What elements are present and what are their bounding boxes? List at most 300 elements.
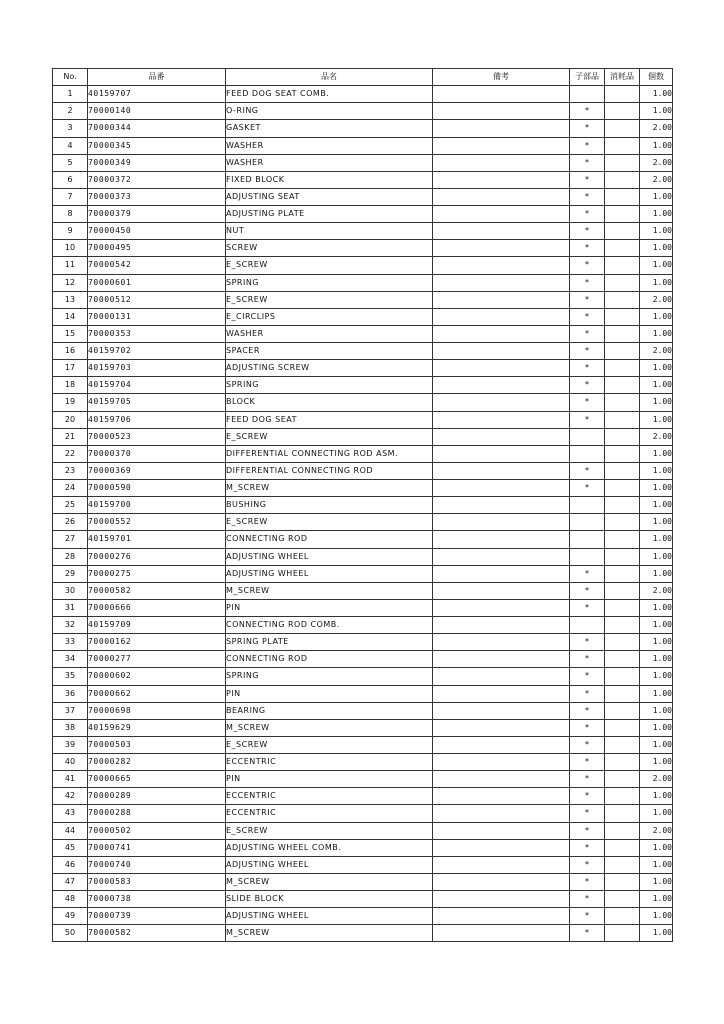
table-row <box>53 360 673 377</box>
cell-part-name: CONNECTING ROD <box>226 531 433 548</box>
cell-sub-part: * <box>570 480 605 497</box>
cell-sub-part <box>570 514 605 531</box>
cell-remarks <box>433 411 570 428</box>
cell-no: 29 <box>53 565 88 582</box>
table-row <box>53 925 673 942</box>
table-row <box>53 154 673 171</box>
cell-remarks <box>433 223 570 240</box>
cell-quantity: 1.00 <box>640 856 673 873</box>
cell-part-name: M_SCREW <box>226 719 433 736</box>
cell-remarks <box>433 771 570 788</box>
parts-table-body <box>53 86 673 942</box>
cell-remarks <box>433 377 570 394</box>
cell-consumable <box>605 291 640 308</box>
cell-no: 37 <box>53 702 88 719</box>
cell-part-name: E_SCREW <box>226 291 433 308</box>
cell-remarks <box>433 702 570 719</box>
cell-part-name: O-RING <box>226 103 433 120</box>
cell-consumable <box>605 891 640 908</box>
cell-quantity: 1.00 <box>640 257 673 274</box>
cell-remarks <box>433 497 570 514</box>
cell-quantity: 1.00 <box>640 599 673 616</box>
cell-part-number: 40159704 <box>88 377 226 394</box>
table-row <box>53 86 673 103</box>
cell-part-name: E_SCREW <box>226 428 433 445</box>
cell-remarks <box>433 206 570 223</box>
cell-part-number: 70000353 <box>88 325 226 342</box>
cell-part-number: 40159701 <box>88 531 226 548</box>
cell-quantity: 1.00 <box>640 188 673 205</box>
table-row <box>53 497 673 514</box>
cell-sub-part: * <box>570 343 605 360</box>
cell-no: 26 <box>53 514 88 531</box>
cell-remarks <box>433 154 570 171</box>
cell-sub-part: * <box>570 360 605 377</box>
cell-quantity: 1.00 <box>640 308 673 325</box>
cell-no: 44 <box>53 822 88 839</box>
cell-part-number: 40159700 <box>88 497 226 514</box>
cell-part-number: 70000741 <box>88 839 226 856</box>
cell-remarks <box>433 668 570 685</box>
cell-quantity: 1.00 <box>640 223 673 240</box>
table-row <box>53 565 673 582</box>
cell-sub-part <box>570 497 605 514</box>
cell-part-name: ADJUSTING WHEEL <box>226 548 433 565</box>
cell-sub-part: * <box>570 206 605 223</box>
cell-remarks <box>433 480 570 497</box>
cell-no: 20 <box>53 411 88 428</box>
cell-consumable <box>605 565 640 582</box>
cell-part-number: 70000289 <box>88 788 226 805</box>
cell-part-number: 70000345 <box>88 137 226 154</box>
cell-part-number: 70000666 <box>88 599 226 616</box>
cell-remarks <box>433 548 570 565</box>
cell-quantity: 1.00 <box>640 480 673 497</box>
cell-sub-part: * <box>570 805 605 822</box>
cell-sub-part: * <box>570 719 605 736</box>
cell-part-name: ADJUSTING WHEEL <box>226 908 433 925</box>
cell-part-number: 70000739 <box>88 908 226 925</box>
cell-sub-part: * <box>570 685 605 702</box>
cell-consumable <box>605 188 640 205</box>
col-header-remarks: 備考 <box>433 69 570 86</box>
table-row <box>53 839 673 856</box>
cell-part-number: 70000277 <box>88 651 226 668</box>
table-row <box>53 702 673 719</box>
cell-part-number: 40159702 <box>88 343 226 360</box>
cell-quantity: 2.00 <box>640 428 673 445</box>
cell-part-name: FEED DOG SEAT <box>226 411 433 428</box>
table-row <box>53 171 673 188</box>
cell-remarks <box>433 291 570 308</box>
cell-consumable <box>605 651 640 668</box>
table-row <box>53 188 673 205</box>
table-row <box>53 599 673 616</box>
cell-consumable <box>605 308 640 325</box>
cell-sub-part: * <box>570 702 605 719</box>
cell-consumable <box>605 223 640 240</box>
cell-quantity: 2.00 <box>640 582 673 599</box>
cell-consumable <box>605 411 640 428</box>
cell-part-number: 70000665 <box>88 771 226 788</box>
cell-part-number: 70000512 <box>88 291 226 308</box>
cell-sub-part: * <box>570 411 605 428</box>
cell-part-number: 70000450 <box>88 223 226 240</box>
cell-remarks <box>433 120 570 137</box>
table-row <box>53 822 673 839</box>
cell-no: 12 <box>53 274 88 291</box>
cell-consumable <box>605 839 640 856</box>
cell-part-name: WASHER <box>226 137 433 154</box>
cell-consumable <box>605 548 640 565</box>
cell-sub-part: * <box>570 873 605 890</box>
table-row <box>53 223 673 240</box>
cell-remarks <box>433 514 570 531</box>
cell-part-name: ADJUSTING WHEEL COMB. <box>226 839 433 856</box>
col-header-quantity: 個数 <box>640 69 673 86</box>
cell-sub-part: * <box>570 137 605 154</box>
cell-part-name: E_SCREW <box>226 736 433 753</box>
cell-part-name: E_SCREW <box>226 514 433 531</box>
cell-quantity: 2.00 <box>640 291 673 308</box>
cell-part-number: 70000131 <box>88 308 226 325</box>
cell-no: 22 <box>53 445 88 462</box>
cell-part-name: SLIDE BLOCK <box>226 891 433 908</box>
cell-quantity: 1.00 <box>640 274 673 291</box>
cell-part-name: E_SCREW <box>226 257 433 274</box>
cell-remarks <box>433 685 570 702</box>
cell-consumable <box>605 873 640 890</box>
cell-part-name: ADJUSTING WHEEL <box>226 856 433 873</box>
cell-no: 23 <box>53 462 88 479</box>
cell-no: 19 <box>53 394 88 411</box>
parts-list-table <box>52 68 673 942</box>
cell-remarks <box>433 582 570 599</box>
cell-quantity: 1.00 <box>640 617 673 634</box>
cell-quantity: 1.00 <box>640 873 673 890</box>
cell-part-number: 70000552 <box>88 514 226 531</box>
cell-remarks <box>433 274 570 291</box>
cell-part-name: PIN <box>226 685 433 702</box>
cell-part-number: 70000582 <box>88 582 226 599</box>
cell-quantity: 1.00 <box>640 360 673 377</box>
cell-consumable <box>605 154 640 171</box>
cell-part-name: ECCENTRIC <box>226 788 433 805</box>
cell-part-name: NUT <box>226 223 433 240</box>
cell-no: 41 <box>53 771 88 788</box>
cell-quantity: 1.00 <box>640 206 673 223</box>
cell-remarks <box>433 308 570 325</box>
cell-part-number: 70000698 <box>88 702 226 719</box>
table-header-row <box>53 69 673 86</box>
cell-part-name: PIN <box>226 771 433 788</box>
cell-part-number: 40159705 <box>88 394 226 411</box>
cell-no: 38 <box>53 719 88 736</box>
table-row <box>53 634 673 651</box>
cell-remarks <box>433 188 570 205</box>
cell-consumable <box>605 668 640 685</box>
cell-consumable <box>605 137 640 154</box>
cell-sub-part: * <box>570 291 605 308</box>
cell-quantity: 1.00 <box>640 668 673 685</box>
cell-part-name: ADJUSTING SCREW <box>226 360 433 377</box>
cell-part-name: ADJUSTING PLATE <box>226 206 433 223</box>
cell-sub-part: * <box>570 274 605 291</box>
cell-sub-part: * <box>570 839 605 856</box>
cell-remarks <box>433 462 570 479</box>
cell-quantity: 1.00 <box>640 839 673 856</box>
cell-quantity: 2.00 <box>640 822 673 839</box>
cell-part-name: FIXED BLOCK <box>226 171 433 188</box>
table-row <box>53 805 673 822</box>
cell-quantity: 1.00 <box>640 805 673 822</box>
cell-remarks <box>433 103 570 120</box>
table-row <box>53 719 673 736</box>
cell-part-number: 70000373 <box>88 188 226 205</box>
cell-part-number: 70000349 <box>88 154 226 171</box>
cell-consumable <box>605 908 640 925</box>
cell-sub-part: * <box>570 223 605 240</box>
cell-sub-part <box>570 548 605 565</box>
cell-part-name: ECCENTRIC <box>226 754 433 771</box>
cell-quantity: 1.00 <box>640 736 673 753</box>
cell-sub-part: * <box>570 891 605 908</box>
cell-sub-part: * <box>570 754 605 771</box>
cell-part-name: M_SCREW <box>226 873 433 890</box>
cell-part-number: 70000738 <box>88 891 226 908</box>
cell-no: 40 <box>53 754 88 771</box>
cell-no: 5 <box>53 154 88 171</box>
cell-no: 49 <box>53 908 88 925</box>
cell-no: 43 <box>53 805 88 822</box>
cell-part-number: 70000495 <box>88 240 226 257</box>
cell-quantity: 1.00 <box>640 86 673 103</box>
cell-part-name: DIFFERENTIAL CONNECTING ROD ASM. <box>226 445 433 462</box>
cell-part-name: SPRING <box>226 668 433 685</box>
table-row <box>53 873 673 890</box>
cell-part-number: 70000740 <box>88 856 226 873</box>
cell-quantity: 1.00 <box>640 137 673 154</box>
cell-remarks <box>433 599 570 616</box>
cell-no: 3 <box>53 120 88 137</box>
cell-sub-part: * <box>570 788 605 805</box>
cell-sub-part: * <box>570 154 605 171</box>
table-row <box>53 377 673 394</box>
cell-consumable <box>605 617 640 634</box>
cell-no: 30 <box>53 582 88 599</box>
cell-sub-part: * <box>570 599 605 616</box>
cell-part-number: 70000282 <box>88 754 226 771</box>
cell-part-number: 70000582 <box>88 925 226 942</box>
cell-no: 48 <box>53 891 88 908</box>
cell-consumable <box>605 120 640 137</box>
table-row <box>53 428 673 445</box>
cell-part-name: E_SCREW <box>226 822 433 839</box>
cell-no: 39 <box>53 736 88 753</box>
cell-sub-part: * <box>570 925 605 942</box>
cell-consumable <box>605 822 640 839</box>
cell-part-number: 40159707 <box>88 86 226 103</box>
cell-quantity: 1.00 <box>640 411 673 428</box>
cell-remarks <box>433 651 570 668</box>
cell-no: 36 <box>53 685 88 702</box>
cell-consumable <box>605 103 640 120</box>
cell-quantity: 1.00 <box>640 702 673 719</box>
table-row <box>53 514 673 531</box>
cell-part-number: 70000379 <box>88 206 226 223</box>
cell-quantity: 1.00 <box>640 394 673 411</box>
cell-consumable <box>605 788 640 805</box>
cell-consumable <box>605 206 640 223</box>
table-row <box>53 274 673 291</box>
cell-consumable <box>605 445 640 462</box>
cell-sub-part: * <box>570 377 605 394</box>
cell-sub-part: * <box>570 257 605 274</box>
cell-consumable <box>605 531 640 548</box>
cell-no: 24 <box>53 480 88 497</box>
cell-sub-part: * <box>570 736 605 753</box>
cell-consumable <box>605 805 640 822</box>
cell-no: 18 <box>53 377 88 394</box>
cell-quantity: 2.00 <box>640 771 673 788</box>
cell-no: 32 <box>53 617 88 634</box>
cell-part-number: 70000276 <box>88 548 226 565</box>
cell-part-number: 70000140 <box>88 103 226 120</box>
cell-remarks <box>433 565 570 582</box>
cell-remarks <box>433 634 570 651</box>
table-row <box>53 531 673 548</box>
table-row <box>53 788 673 805</box>
cell-remarks <box>433 891 570 908</box>
cell-part-name: PIN <box>226 599 433 616</box>
cell-part-number: 70000602 <box>88 668 226 685</box>
cell-consumable <box>605 856 640 873</box>
cell-part-number: 70000601 <box>88 274 226 291</box>
cell-no: 9 <box>53 223 88 240</box>
cell-sub-part: * <box>570 394 605 411</box>
cell-consumable <box>605 377 640 394</box>
cell-consumable <box>605 497 640 514</box>
cell-remarks <box>433 822 570 839</box>
cell-quantity: 1.00 <box>640 565 673 582</box>
cell-part-name: FEED DOG SEAT COMB. <box>226 86 433 103</box>
cell-quantity: 1.00 <box>640 445 673 462</box>
cell-remarks <box>433 343 570 360</box>
cell-quantity: 2.00 <box>640 120 673 137</box>
cell-sub-part: * <box>570 634 605 651</box>
cell-part-name: GASKET <box>226 120 433 137</box>
cell-part-name: ECCENTRIC <box>226 805 433 822</box>
cell-no: 1 <box>53 86 88 103</box>
cell-consumable <box>605 736 640 753</box>
cell-no: 25 <box>53 497 88 514</box>
cell-sub-part: * <box>570 651 605 668</box>
cell-remarks <box>433 171 570 188</box>
cell-consumable <box>605 171 640 188</box>
col-header-sub-part: 子部品 <box>570 69 605 86</box>
cell-sub-part <box>570 445 605 462</box>
cell-part-name: CONNECTING ROD COMB. <box>226 617 433 634</box>
cell-consumable <box>605 360 640 377</box>
cell-consumable <box>605 325 640 342</box>
cell-remarks <box>433 805 570 822</box>
cell-part-number: 70000369 <box>88 462 226 479</box>
cell-quantity: 2.00 <box>640 154 673 171</box>
cell-remarks <box>433 86 570 103</box>
cell-consumable <box>605 719 640 736</box>
cell-no: 47 <box>53 873 88 890</box>
cell-part-number: 70000372 <box>88 171 226 188</box>
table-row <box>53 891 673 908</box>
cell-quantity: 1.00 <box>640 240 673 257</box>
cell-no: 21 <box>53 428 88 445</box>
cell-no: 33 <box>53 634 88 651</box>
cell-no: 15 <box>53 325 88 342</box>
cell-no: 10 <box>53 240 88 257</box>
cell-part-number: 70000503 <box>88 736 226 753</box>
cell-quantity: 1.00 <box>640 891 673 908</box>
cell-quantity: 1.00 <box>640 685 673 702</box>
cell-no: 35 <box>53 668 88 685</box>
col-header-no: No. <box>53 69 88 86</box>
cell-consumable <box>605 86 640 103</box>
cell-part-number: 70000502 <box>88 822 226 839</box>
cell-part-number: 70000162 <box>88 634 226 651</box>
cell-remarks <box>433 428 570 445</box>
cell-remarks <box>433 873 570 890</box>
cell-quantity: 1.00 <box>640 103 673 120</box>
cell-consumable <box>605 771 640 788</box>
cell-part-name: WASHER <box>226 154 433 171</box>
cell-no: 11 <box>53 257 88 274</box>
table-row <box>53 257 673 274</box>
cell-consumable <box>605 599 640 616</box>
table-row <box>53 685 673 702</box>
table-row <box>53 394 673 411</box>
cell-no: 8 <box>53 206 88 223</box>
cell-quantity: 1.00 <box>640 548 673 565</box>
cell-part-name: SCREW <box>226 240 433 257</box>
cell-no: 17 <box>53 360 88 377</box>
table-row <box>53 908 673 925</box>
cell-sub-part: * <box>570 822 605 839</box>
cell-part-name: SPRING PLATE <box>226 634 433 651</box>
table-row <box>53 480 673 497</box>
cell-remarks <box>433 788 570 805</box>
cell-no: 31 <box>53 599 88 616</box>
cell-quantity: 1.00 <box>640 925 673 942</box>
cell-quantity: 1.00 <box>640 531 673 548</box>
cell-remarks <box>433 839 570 856</box>
cell-quantity: 2.00 <box>640 171 673 188</box>
cell-consumable <box>605 274 640 291</box>
cell-sub-part <box>570 531 605 548</box>
cell-part-number: 70000275 <box>88 565 226 582</box>
col-header-part-name: 品名 <box>226 69 433 86</box>
cell-quantity: 1.00 <box>640 462 673 479</box>
cell-quantity: 1.00 <box>640 377 673 394</box>
cell-quantity: 1.00 <box>640 908 673 925</box>
cell-part-name: ADJUSTING SEAT <box>226 188 433 205</box>
table-row <box>53 445 673 462</box>
cell-part-name: SPRING <box>226 274 433 291</box>
cell-consumable <box>605 480 640 497</box>
cell-remarks <box>433 754 570 771</box>
cell-quantity: 1.00 <box>640 325 673 342</box>
cell-sub-part: * <box>570 771 605 788</box>
cell-no: 28 <box>53 548 88 565</box>
cell-sub-part: * <box>570 188 605 205</box>
